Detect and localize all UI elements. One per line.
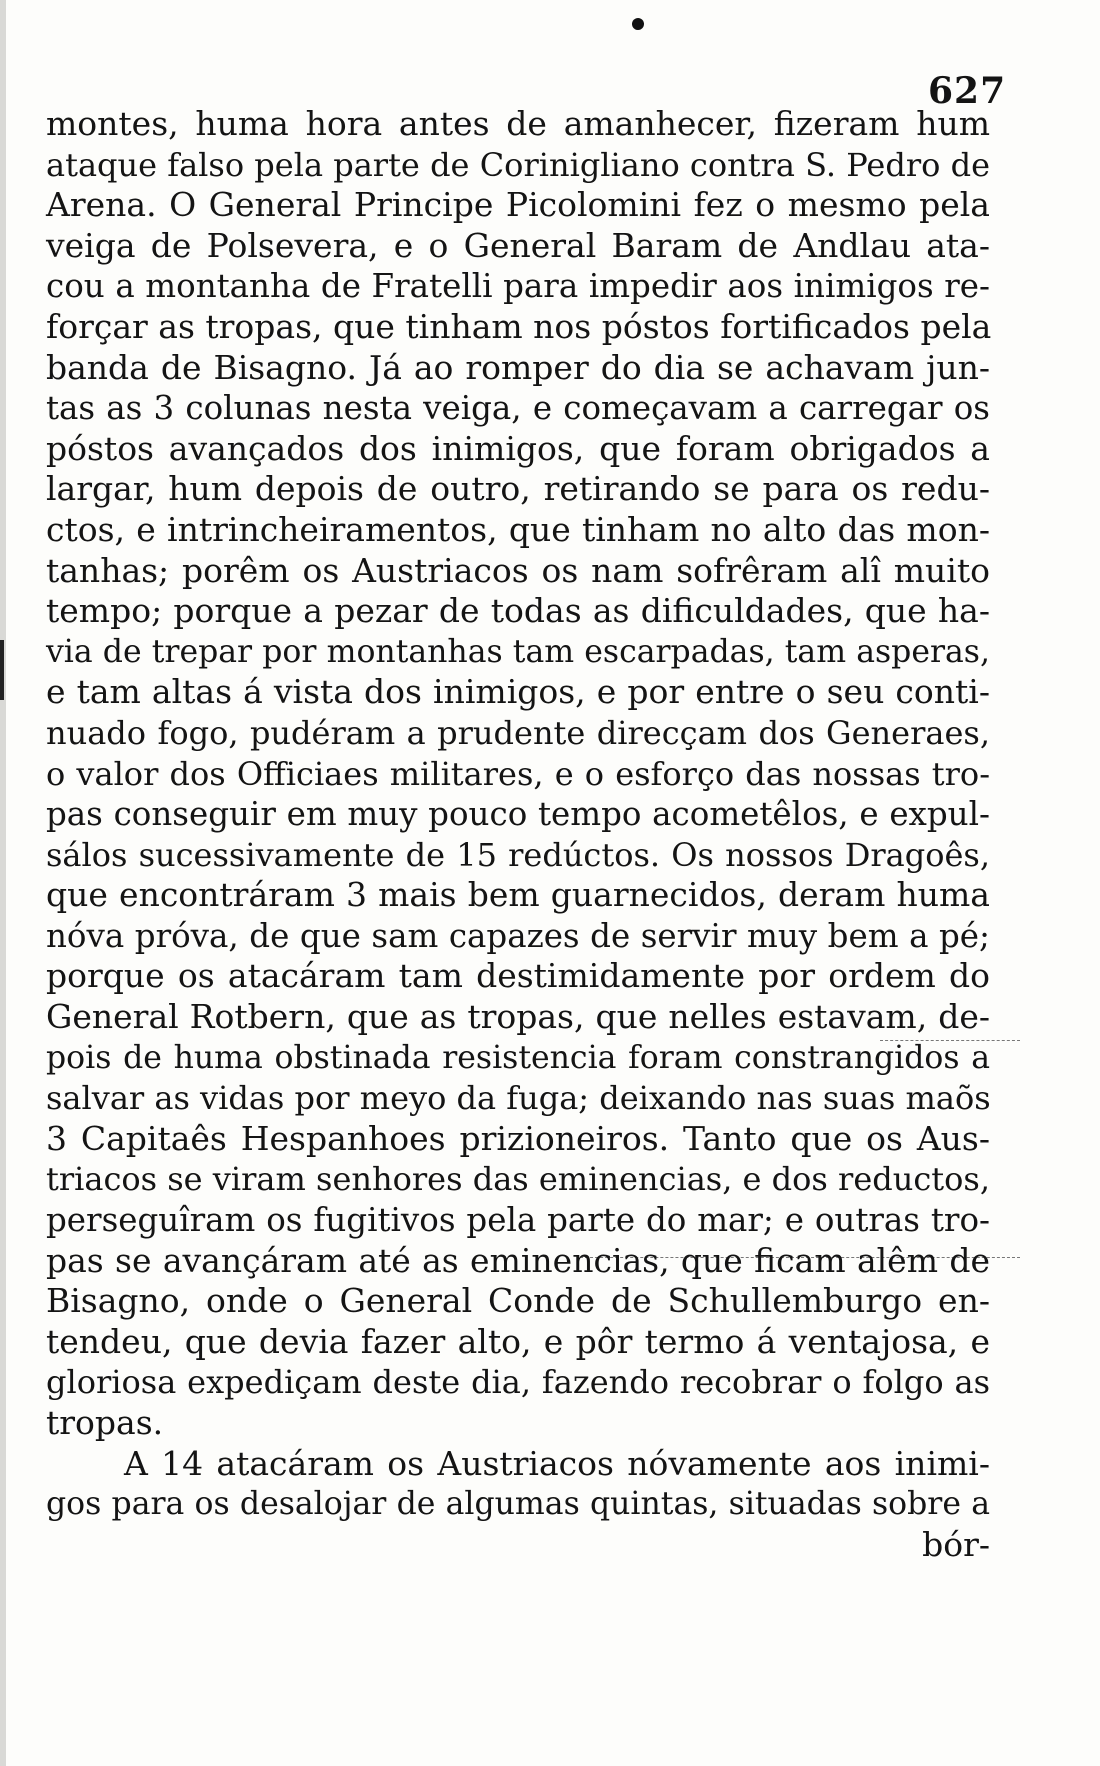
text-line: banda de Bisagno. Já ao romper do dia se achavam jun- (46, 347, 990, 387)
text-line: cou a montanha de Fratelli para impedir aos inimigos re- (46, 267, 990, 306)
text-line: veiga de Polsevera, e o General Baram de Andlau ata- (46, 225, 990, 265)
text-line: forçar as tropas, que tinham nos póstos fortificados pela (46, 306, 992, 346)
text-line: porque os atacáram tam destimidamente por ordem do (46, 956, 990, 996)
text-line: gloriosa expediçam deste dia, fazendo recobrar o folgo as (46, 1363, 990, 1402)
page-number: 627 (928, 70, 1007, 112)
text-line: triacos se viram senhores das eminencias, e dos reductos, (46, 1160, 990, 1199)
text-line: pois de huma obstinada resistencia foram constrangidos a (46, 1039, 990, 1076)
text-line: póstos avançados dos inimigos, que foram obrigados a (46, 428, 990, 468)
text-line: pas conseguir em muy pouco tempo acometêlos, e expul- (46, 795, 990, 834)
text-line: Bisagno, onde o General Conde de Schullemburgo en- (46, 1281, 990, 1321)
page-edge-shadow (0, 0, 6, 1766)
text-line: tempo; porque a pezar de todas as dificuldades, que ha- (46, 591, 990, 631)
text-line: via de trepar por montanhas tam escarpadas, tam asperas, (46, 633, 990, 670)
text-line: salvar as vidas por meyo da fuga; deixando nas suas maõs (46, 1079, 991, 1118)
text-line: perseguîram os fugitivos pela parte do mar; e outras tro- (46, 1201, 990, 1240)
ink-dot (632, 18, 644, 30)
text-line: tropas. (46, 1403, 164, 1442)
text-line: 3 Capitaês Hespanhoes prizioneiros. Tanto que os Aus- (46, 1118, 990, 1158)
text-line: gos para os desalojar de algumas quintas, situadas sobre a (46, 1486, 990, 1523)
paragraph-start-line: A 14 atacáram os Austriacos nóvamente aos inimi- (124, 1443, 990, 1483)
text-line: que encontráram 3 mais bem guarnecidos, deram huma (46, 875, 990, 915)
text-line: Arena. O General Principe Picolomini fez o mesmo pela (46, 185, 990, 225)
text-line: montes, huma hora antes de amanhecer, fizeram hum (46, 104, 990, 143)
text-line: nóva próva, de que sam capazes de servir muy bem a pé; (46, 916, 990, 955)
text-line: tanhas; porêm os Austriacos os nam sofrêram alî muito (46, 550, 990, 590)
text-line: ataque falso pela parte de Corinigliano contra S. Pedro de (46, 145, 990, 184)
text-line: largar, hum depois de outro, retirando se para os redu- (46, 469, 990, 509)
text-line: General Rotbern, que as tropas, que nelles estavam, de- (46, 997, 990, 1037)
text-line: o valor dos Officiaes militares, e o esforço das nossas tro- (46, 754, 990, 793)
page-edge-mark (0, 640, 4, 700)
body-text (46, 104, 990, 1565)
text-line: ctos, e intrincheiramentos, que tinham no alto das mon- (46, 509, 990, 549)
text-line: tendeu, que devia fazer alto, e pôr termo á ventajosa, e (46, 1321, 990, 1361)
text-line: e tam altas á vista dos inimigos, e por entre o seu conti- (46, 672, 990, 712)
text-line: nuado fogo, pudéram a prudente direcçam dos Generaes, (46, 713, 990, 752)
text-line: tas as 3 colunas nesta veiga, e começavam a carregar os (46, 389, 990, 428)
catchword: bór- (922, 1524, 990, 1564)
text-line: pas se avançáram até as eminencias, que ficam alêm de (46, 1240, 990, 1280)
text-line: sálos sucessivamente de 15 redúctos. Os nossos Dragoês, (46, 835, 990, 874)
